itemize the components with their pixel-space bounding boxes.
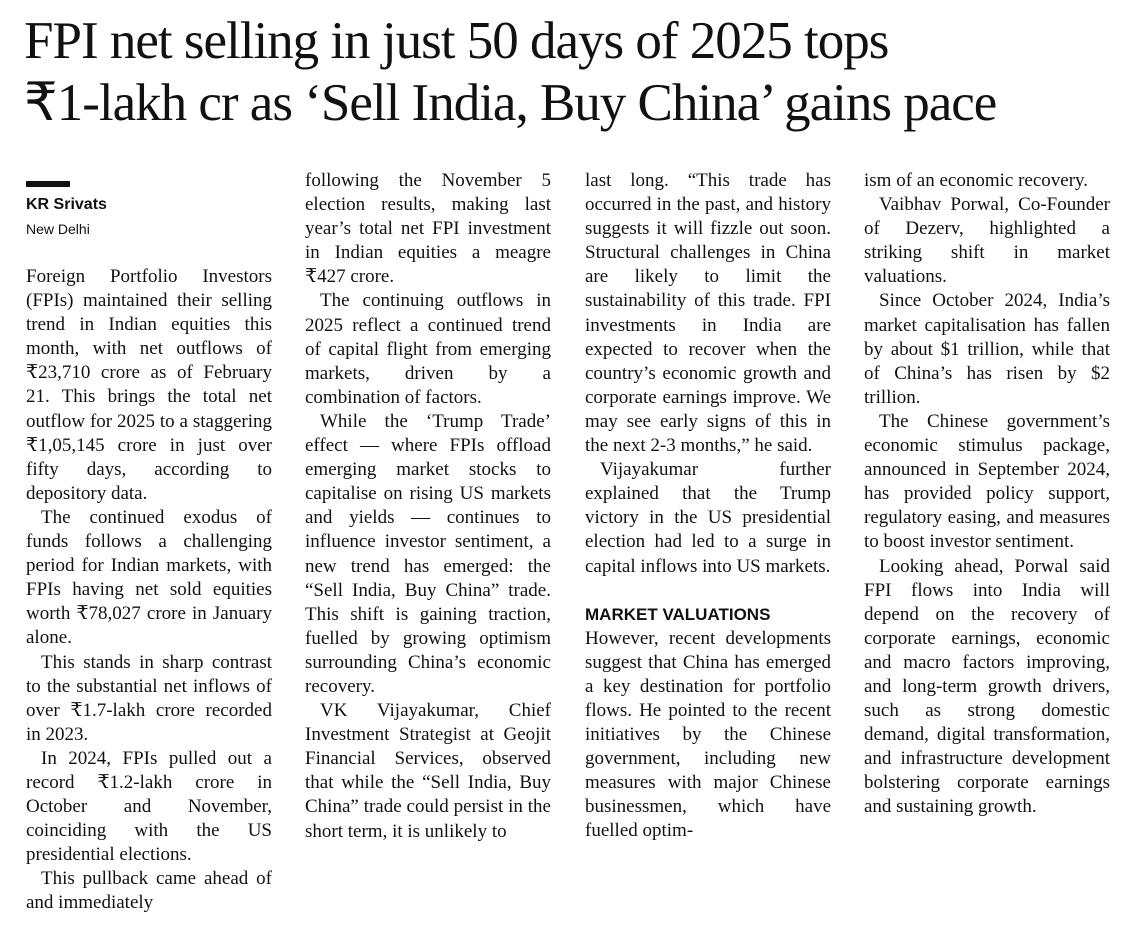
paragraph: Vijayakumar further explained that the Trump victory in the US presidential election had led to a surge in capital inflows into US markets. <box>585 459 831 577</box>
article-column-2 <box>305 169 551 844</box>
spacer <box>585 579 831 603</box>
headline-line-1: FPI net selling in just 50 days of 2025 tops <box>24 12 889 70</box>
headline-line-2: ₹1-lakh cr as ‘Sell India, Buy China’ gains pace <box>24 74 997 132</box>
paragraph: In 2024, FPIs pulled out a record ₹1.2-lakh crore in October and November, coinciding with the US presidential elections. <box>26 747 272 866</box>
paragraph: The continuing outflows in 2025 reflect a continued trend of capital flight from emerging markets, driven by a combination of factors. <box>305 290 551 408</box>
paragraph: VK Vijayakumar, Chief Investment Strategist at Geojit Financial Services, observed that while the “Sell India, Buy China” trade could persist in the short term, it is unlikely to <box>305 700 551 842</box>
article-column-1 <box>26 265 272 916</box>
paragraph: However, recent developments suggest that China has emerged a key destination for portfolio flows. He pointed to the recent initiatives by the Chinese government, including new measures with major Chinese businessmen, which have fuelled optim- <box>585 627 831 842</box>
paragraph: Vaibhav Porwal, Co-Founder of Dezerv, highlighted a striking shift in market valuations. <box>864 194 1110 288</box>
byline-rule <box>26 181 70 187</box>
paragraph: Foreign Portfolio Investors (FPIs) maintained their selling trend in Indian equities this month, with net outflows of ₹23,710 crore as of February 21. This brings the total net outflow for 2025 to a staggering ₹1,05,145 crore in just over fifty days, according to depository data. <box>26 266 272 504</box>
headline <box>24 10 1124 134</box>
paragraph: Since October 2024, India’s market capitalisation has fallen by about $1 trillion, while that of China’s has risen by $2 trillion. <box>864 290 1110 408</box>
paragraph: The continued exodus of funds follows a challenging period for Indian markets, with FPIs having net sold equities worth ₹78,027 crore in January alone. <box>26 506 272 649</box>
article-column-4 <box>864 169 1110 820</box>
paragraph: ism of an economic recovery. <box>864 170 1089 191</box>
byline-place: New Delhi <box>26 221 90 237</box>
byline-author: KR Srivats <box>26 196 107 213</box>
article-column-3 <box>585 169 831 844</box>
paragraph: The Chinese government’s economic stimulus package, announced in September 2024, has provided policy support, regulatory easing, and measures to boost investor sentiment. <box>864 410 1110 553</box>
paragraph: last long. “This trade has occurred in the past, and history suggests it will fizzle out soon. Structural challenges in China are likely to limit the sustainability of this trade. FPI investments in India are expected to recover when the country’s economic growth and corporate earnings improve. We may see early signs of this in the next 2-3 months,” he said. <box>585 170 831 457</box>
subheading-market-valuations: MARKET VALUATIONS <box>585 604 771 624</box>
paragraph: This pullback came ahead of and immediately <box>26 868 272 914</box>
paragraph: This stands in sharp contrast to the substantial net inflows of over ₹1.7-lakh crore recorded in 2023. <box>26 651 272 745</box>
paragraph: Looking ahead, Porwal said FPI flows into India will depend on the recovery of corporate earnings, economic and macro factors improving, and long-term growth drivers, such as strong domestic demand, digital transformation, and infrastructure development bolstering corporate earnings and sustaining growth. <box>864 555 1110 818</box>
paragraph: While the ‘Trump Trade’ effect — where FPIs offload emerging market stocks to capitalise on rising US markets and yields — continues to influence investor sentiment, a new trend has emerged: the “Sell India, Buy China” trade. This shift is gaining traction, fuelled by growing optimism surrounding China’s economic recovery. <box>305 410 551 697</box>
paragraph: following the November 5 election results, making last year’s total net FPI investment in Indian equities a meagre ₹427 crore. <box>305 170 551 288</box>
